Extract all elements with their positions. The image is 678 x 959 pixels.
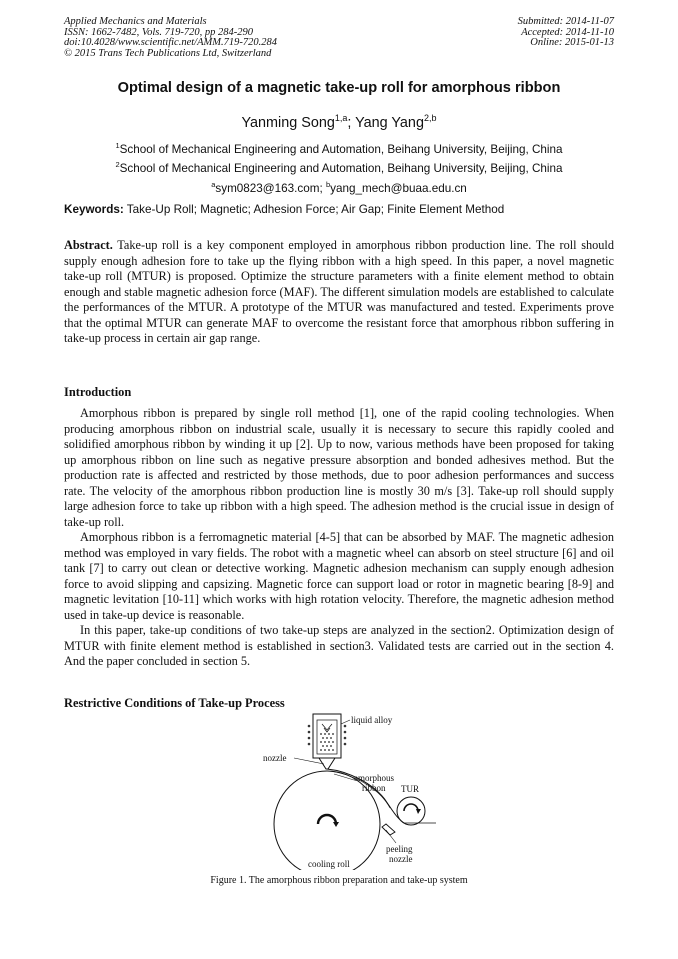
figure-1 bbox=[258, 712, 438, 870]
introduction-heading: Introduction bbox=[64, 385, 132, 399]
author-separator: ; bbox=[347, 114, 356, 131]
email-a-sup: a bbox=[211, 179, 216, 189]
keywords-label: Keywords: bbox=[64, 203, 124, 216]
tur-rotation-arrow-icon bbox=[404, 804, 418, 811]
author-1-sup: 1,a bbox=[334, 113, 348, 123]
affiliation-1-sup: 1 bbox=[115, 141, 120, 150]
abstract-label: Abstract. bbox=[64, 238, 113, 252]
affiliations bbox=[0, 138, 678, 196]
tur-arrowhead-icon bbox=[416, 809, 421, 814]
label-peeling-nozzle: nozzle bbox=[389, 854, 413, 864]
label-peeling: peeling bbox=[386, 844, 413, 854]
intro-paragraph-3: In this paper, take-up conditions of two take-up steps are analyzed in the section2. Optimization design of MTUR with finite element method is established in section3. Validated tests are carried out in the section 4. And the paper concluded in section 5. bbox=[64, 623, 614, 668]
date-accepted: Accepted: 2014-11-10 bbox=[521, 26, 614, 38]
affiliation-2-text: School of Mechanical Engineering and Automation, Beihang University, Beijing, China bbox=[119, 162, 563, 176]
intro-paragraph-2: Amorphous ribbon is a ferromagnetic material [4-5] that can be absorbed by MAF. The magnetic adhesion method was employed in vary fields. The robot with a magnetic wheel can absorb on steel structure [6] and oil tank [7] to carry out clean or detective working. Magnetic adhesion mechanism can supply enough adhesion force to avoid slipping and capsizing. Magnetic force can support load or rotor in magnetic bearing [8-9] and magnetic levitation [10-11] which works with high rotation velocity. Therefore, the magnetic adhesion method used in take-up device is reasonable. bbox=[64, 530, 614, 622]
abstract-text: Take-up roll is a key component employed in amorphous ribbon production line. The roll should supply enough adhesion fore to take up the flying ribbon with a high speed. In this paper, a novel magnetic take-up roll (MTUR) is proposed. Optimize the structure parameters with a finite element method to obtain enough and stable magnetic adhesion force (MAF). The different simulation models are established to calculate the performances of the MTUR. A prototype of the MTUR was manufactured and tested. Experiments prove that the optimal MTUR can generate MAF to overcome the resistant force that amorphous ribbon suffering in take-up process in certain air gap range. bbox=[64, 238, 614, 345]
affiliation-2-sup: 2 bbox=[115, 160, 120, 170]
journal-name: Applied Mechanics and Materials bbox=[64, 16, 207, 27]
figure-1-caption: Figure 1. The amorphous ribbon preparation and take-up system bbox=[210, 875, 468, 886]
rotation-arrowhead-icon bbox=[333, 822, 339, 827]
journal-issn: ISSN: 1662-7482, Vols. 719-720, pp 284-290 bbox=[64, 26, 253, 38]
author-1: Yanming Song bbox=[241, 114, 335, 131]
crucible bbox=[308, 714, 350, 769]
affiliation-1-text: School of Mechanical Engineering and Automation, Beihang University, Beijing, China bbox=[119, 142, 563, 156]
author-line bbox=[0, 113, 678, 131]
keywords-text: Take-Up Roll; Magnetic; Adhesion Force; Air Gap; Finite Element Method bbox=[123, 203, 505, 216]
date-online: Online: 2015-01-13 bbox=[530, 37, 614, 49]
abstract bbox=[64, 238, 614, 347]
email-b-sup: b bbox=[325, 179, 331, 189]
affiliation-2 bbox=[0, 157, 678, 176]
email-line bbox=[0, 177, 678, 196]
label-amorphous: amorphous bbox=[354, 773, 394, 783]
intro-paragraph-1: Amorphous ribbon is prepared by single roll method [1], one of the rapid cooling technologies. When producing amorphous ribbon on industrial scale, usually it is necessary to secure this rapidly cooled and solidified amorphous ribbon by winding it up [2]. Up to now, various methods have been proposed for taking up amorphous ribbon on line such as negative pressure absorption and bonded adhesives method. But the production rate is affected and restricted by those methods, due to poor adhesion performances and success rate. The velocity of the amorphous ribbon production line is mostly 30 m/s [3]. Take-up roll should supply large adhesion force to take up ribbon with a high speed. The adhesion method is the crucial issue in design of take-up roll. bbox=[64, 406, 614, 529]
journal-copyright: © 2015 Trans Tech Publications Ltd, Switzerland bbox=[64, 47, 272, 59]
date-submitted: Submitted: 2014-11-07 bbox=[517, 16, 614, 27]
author-2-sup: 2,b bbox=[423, 113, 437, 123]
label-tur: TUR bbox=[401, 784, 419, 794]
author-2: Yang Yang bbox=[355, 114, 424, 131]
label-nozzle: nozzle bbox=[263, 753, 287, 763]
section2-heading: Restrictive Conditions of Take-up Process bbox=[64, 696, 285, 710]
tur-circle bbox=[397, 797, 425, 825]
label-liquid-alloy: liquid alloy bbox=[351, 715, 393, 725]
rotation-arrow-icon bbox=[318, 815, 336, 824]
paper-title: Optimal design of a magnetic take-up roll for amorphous ribbon bbox=[117, 80, 561, 96]
email-a[interactable]: sym0823@163.com; bbox=[215, 181, 326, 195]
introduction-body bbox=[64, 406, 614, 670]
affiliation-1 bbox=[0, 138, 678, 157]
keywords bbox=[64, 203, 504, 216]
dates-header bbox=[518, 17, 614, 49]
email-b[interactable]: yang_mech@buaa.edu.cn bbox=[330, 181, 467, 195]
journal-doi: doi:10.4028/www.scientific.net/AMM.719-720.284 bbox=[64, 37, 277, 49]
label-cooling-roll: cooling roll bbox=[308, 859, 350, 869]
journal-header bbox=[64, 17, 277, 59]
label-ribbon: ribbon bbox=[362, 783, 386, 793]
